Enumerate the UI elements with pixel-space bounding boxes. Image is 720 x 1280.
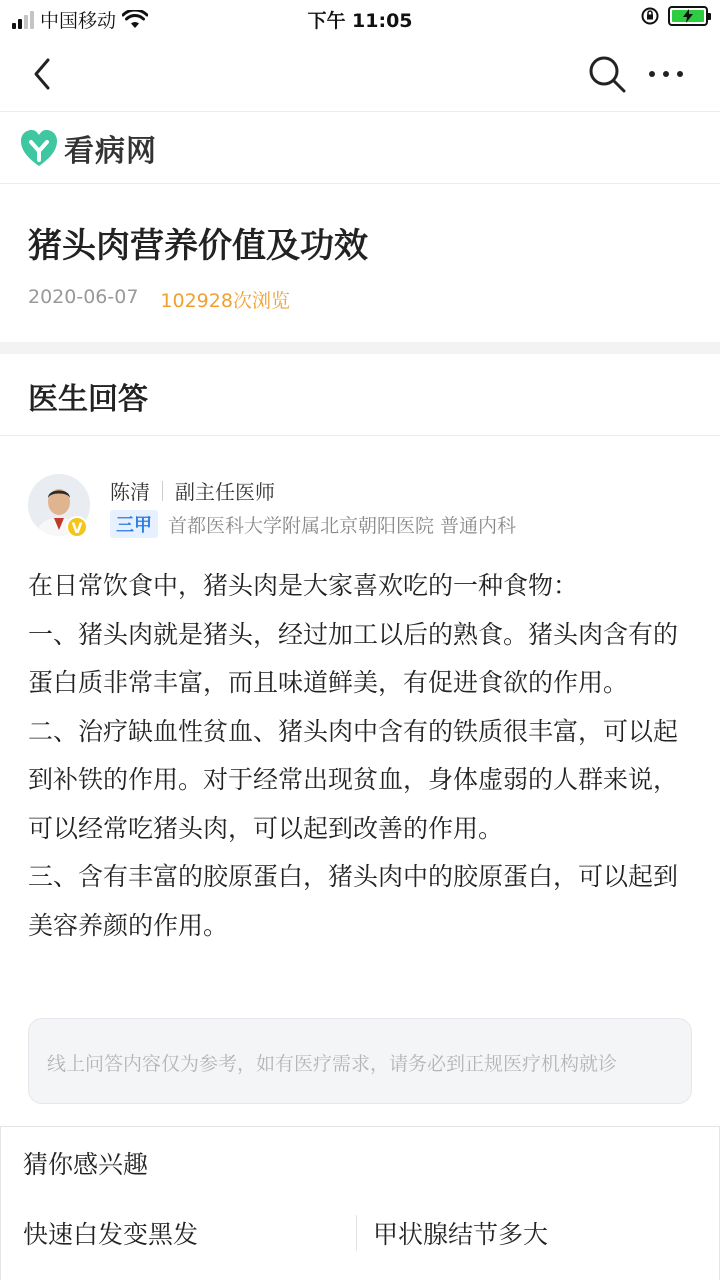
- answer-body: [28, 562, 698, 950]
- section-separator: [0, 342, 720, 354]
- back-button[interactable]: [26, 54, 62, 94]
- answer-paragraph: 三、含有丰富的胶原蛋白，猪头肉中的胶原蛋白，可以起到美容养颜的作用。: [28, 862, 679, 940]
- disclaimer-box: [28, 1018, 692, 1104]
- nav-bar: [0, 36, 720, 112]
- answer-paragraph: 在日常饮食中，猪头肉是大家喜欢吃的一种食物：: [28, 571, 579, 600]
- recommend-divider: [356, 1215, 357, 1251]
- doctor-title: 副主任医师: [175, 480, 275, 504]
- brand-bar: [0, 112, 720, 184]
- doctor-name-row: [110, 476, 275, 505]
- recommend-item[interactable]: 甲状腺结节多大: [373, 1220, 549, 1249]
- status-right: [640, 6, 708, 26]
- hospital-grade-badge: 三甲: [110, 510, 158, 538]
- recommend-item[interactable]: 快速白发变黑发: [23, 1220, 199, 1249]
- brand-name: 看病网: [64, 134, 157, 169]
- doctor-name: 陈清: [110, 480, 150, 504]
- brand-logo-icon: [18, 127, 60, 169]
- answer-paragraph: 二、治疗缺血性贫血、猪头肉中含有的铁质很丰富，可以起到补铁的作用。对于经常出现贫血，身体虚弱的人群来说，可以经常吃猪头肉，可以起到改善的作用。: [28, 716, 679, 843]
- brand-logo[interactable]: [18, 126, 157, 170]
- recommend-section: [0, 1126, 720, 1280]
- doctor-hospital: 首都医科大学附属北京朝阳医院 普通内科: [168, 514, 517, 537]
- doctor-hospital-row: [110, 510, 516, 538]
- search-icon[interactable]: [586, 53, 628, 95]
- verified-badge-icon: V: [66, 516, 88, 538]
- disclaimer-text: 线上问答内容仅为参考，如有医疗需求，请务必到正规医疗机构就诊: [47, 1053, 618, 1075]
- name-divider: [162, 481, 163, 501]
- carrier-label: 中国移动: [40, 10, 117, 32]
- battery-icon: [668, 6, 708, 26]
- status-bar: [0, 0, 720, 36]
- rotation-lock-icon: [640, 6, 660, 26]
- article-views: 102928次浏览: [160, 290, 290, 312]
- recommend-title: 猜你感兴趣: [23, 1150, 149, 1179]
- section-title: 医生回答: [28, 382, 148, 417]
- more-horizontal-icon[interactable]: [646, 56, 686, 92]
- status-time: 下午 11:05: [307, 10, 413, 32]
- article-header: [0, 184, 720, 342]
- section-header: [0, 354, 720, 436]
- article-meta: [28, 286, 290, 313]
- answer-paragraph: 一、猪头肉就是猪头，经过加工以后的熟食。猪头肉含有的蛋白质非常丰富，而且味道鲜美，有促进食欲的作用。: [28, 619, 679, 697]
- article-title: 猪头肉营养价值及功效: [28, 226, 368, 266]
- article-date: 2020-06-07: [28, 286, 139, 308]
- doctor-card[interactable]: [28, 470, 708, 542]
